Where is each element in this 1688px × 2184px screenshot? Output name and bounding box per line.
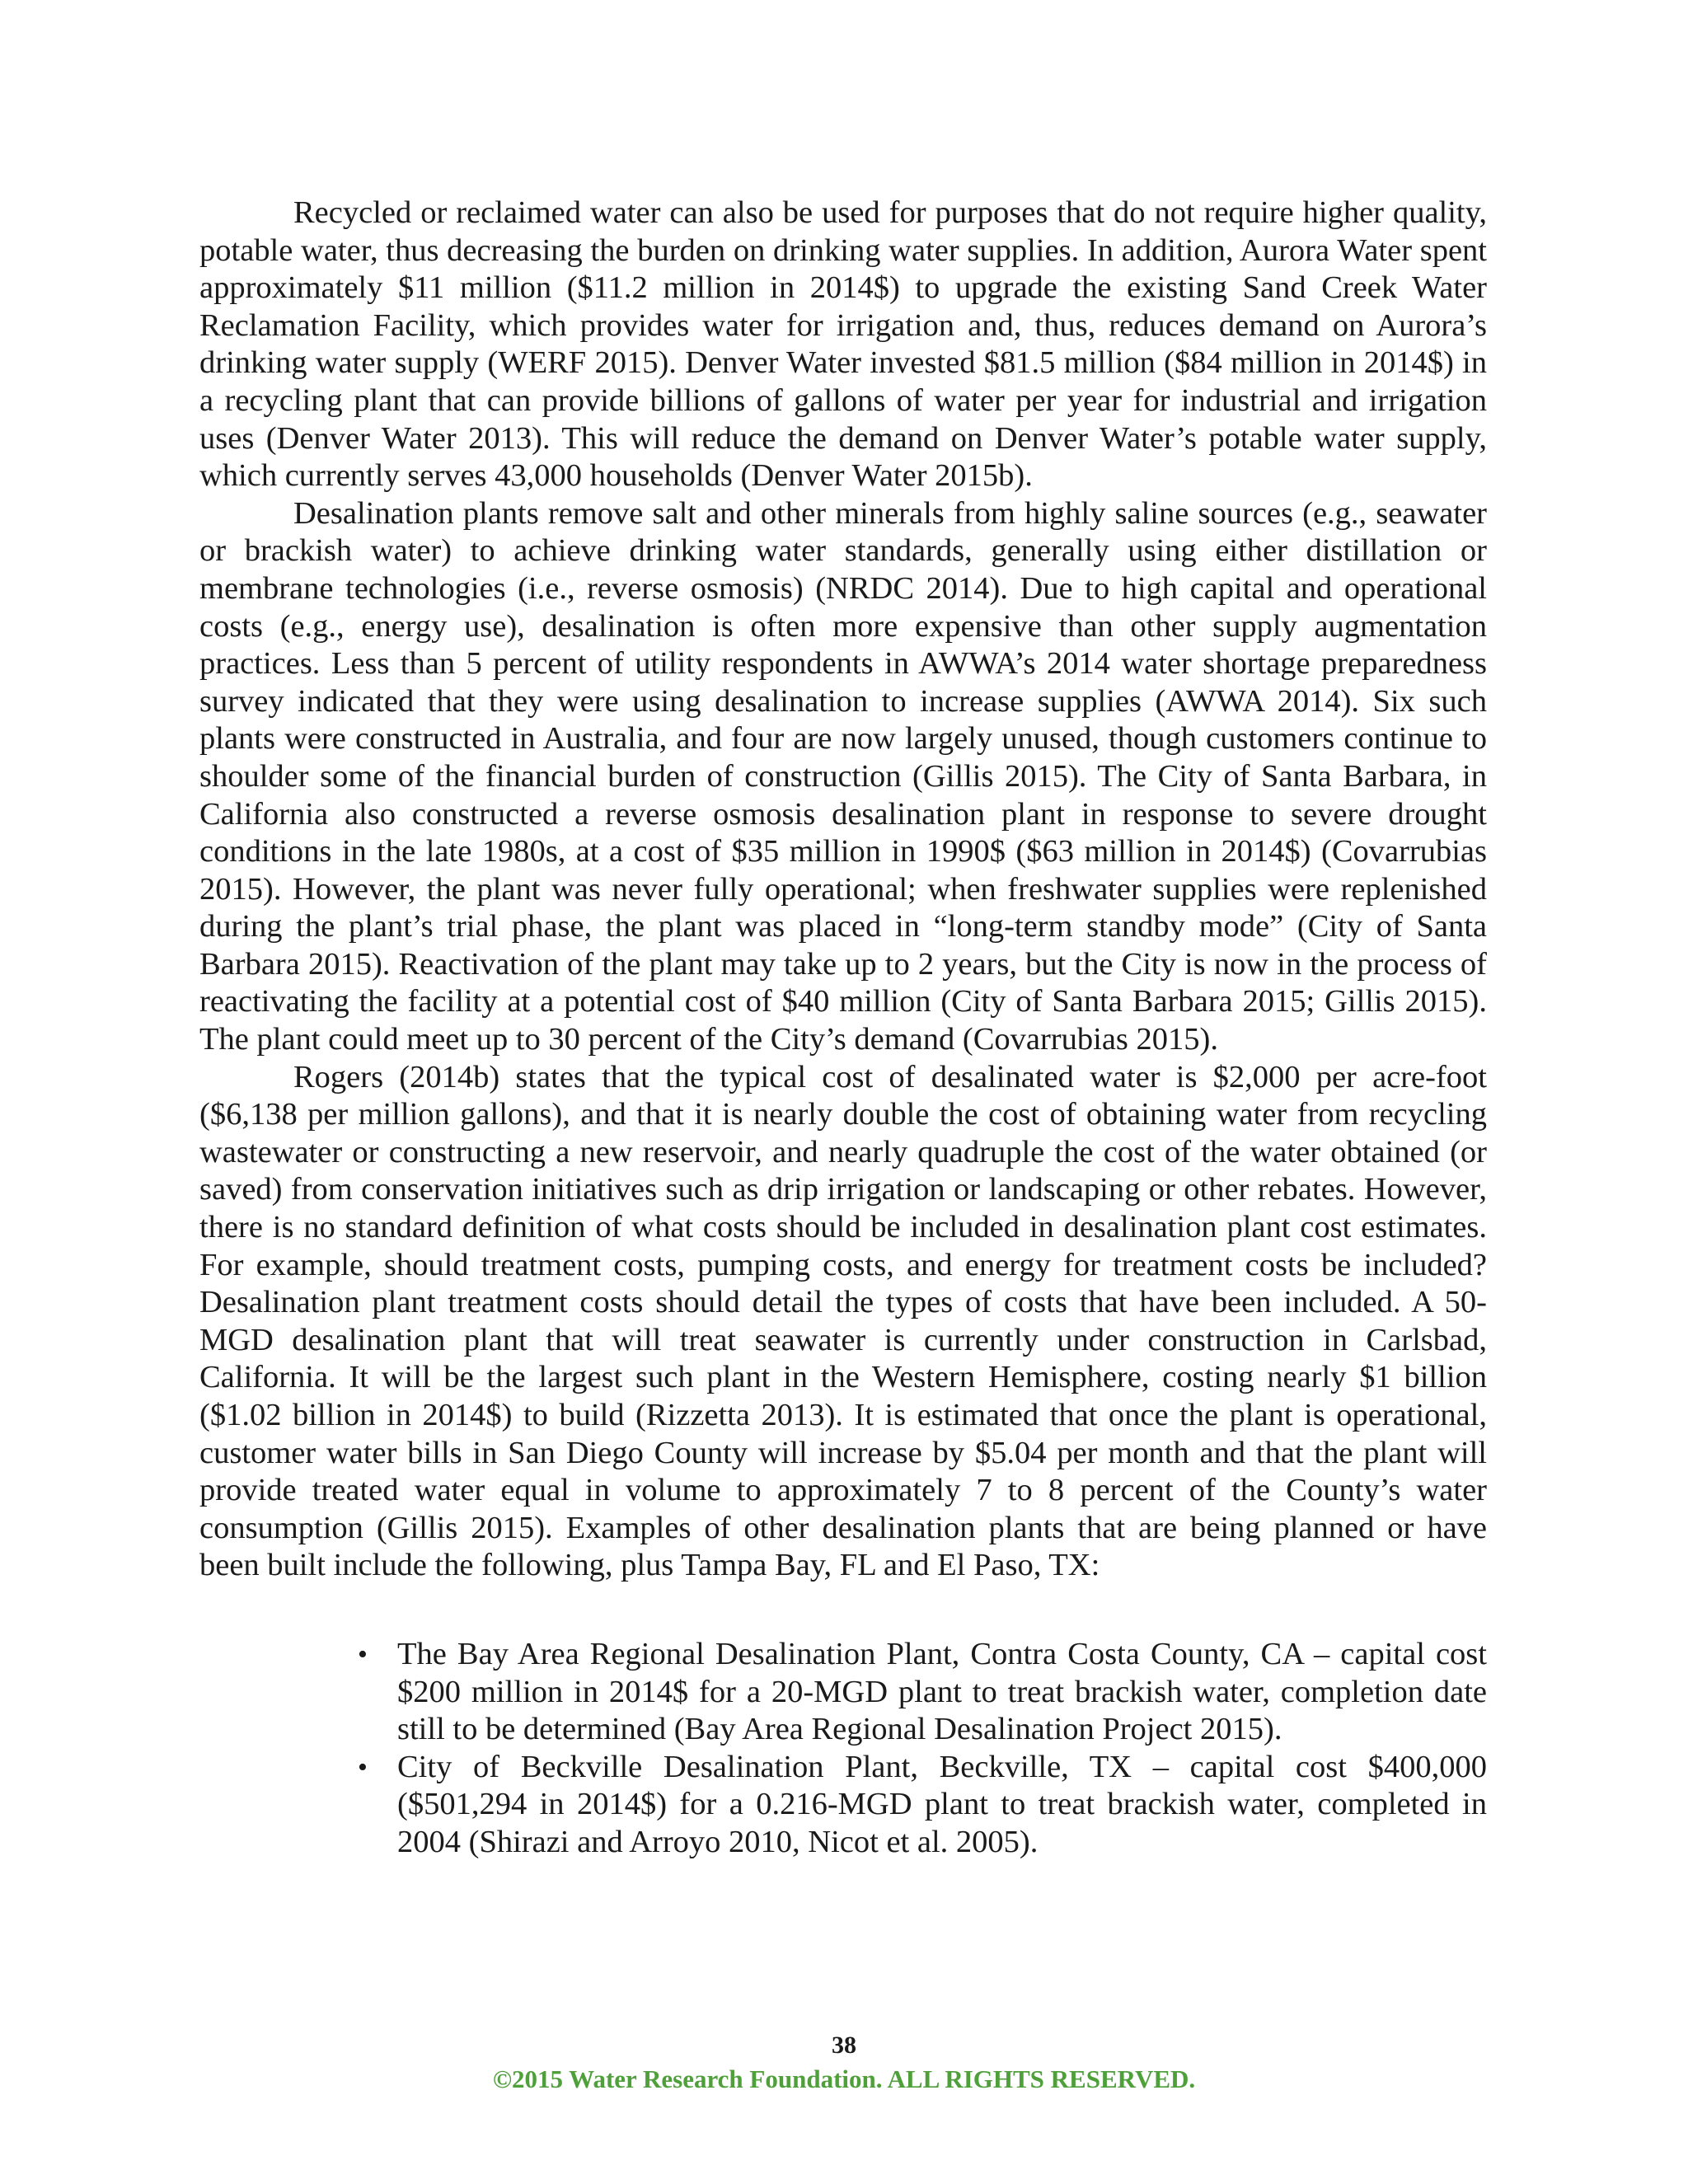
paragraph-desalination-costs: Rogers (2014b) states that the typical cost of desalinated water is $2,000 per acre-foot ($6,138 per million gallons), and that it is nearly double the cost of obtaining water from recycling wastewater or constructing a new reservoir, and nearly quadruple the cost of the water obtained (or saved) from conservation initiatives such as drip irrigation or landscaping or other rebates. However, there is no standard definition of what costs should be included in desalination plant cost estimates. For example, should treatment costs, pumping costs, and energy for treatment costs be included? Desalination plant treatment costs should detail the types of costs that have been included. A 50-MGD desalination plant that will treat seawater is currently under construction in Carlsbad, California. It will be the largest such plant in the Western Hemisphere, costing nearly $1 billion ($1.02 billion in 2014$) to build (Rizzetta 2013). It is estimated that once the plant is operational, customer water bills in San Diego County will increase by $5.04 per month and that the plant will provide treated water equal in volume to approximately 7 to 8 percent of the County’s water consumption (Gillis 2015). Examples of other desalination plants that are being planned or have been built include the following, plus Tampa Bay, FL and El Paso, TX: <box>199 1059 1487 1583</box>
list-item <box>358 1636 1487 1749</box>
paragraph-recycled-water: Recycled or reclaimed water can also be used for purposes that do not require higher quality, potable water, thus decreasing the burden on drinking water supplies. In addition, Aurora Water spent approximately $11 million ($11.2 million in 2014$) to upgrade the existing Sand Creek Water Reclamation Facility, which provides water for irrigation and, thus, reduces demand on Aurora’s drinking water supply (WERF 2015). Denver Water invested $81.5 million ($84 million in 2014$) in a recycling plant that can provide billions of gallons of water per year for industrial and irrigation uses (Denver Water 2013). This will reduce the demand on Denver Water’s potable water supply, which currently serves 43,000 households (Denver Water 2015b). <box>199 195 1487 494</box>
page-number: 38 <box>832 2032 856 2059</box>
document-body <box>199 194 1487 1862</box>
paragraph-desalination-plants: Desalination plants remove salt and other minerals from highly saline sources (e.g., seawater or brackish water) to achieve drinking water standards, generally using either distillation or membrane technologies (i.e., reverse osmosis) (NRDC 2014). Due to high capital and operational costs (e.g., energy use), desalination is often more expensive than other supply augmentation practices. Less than 5 percent of utility respondents in AWWA’s 2014 water shortage preparedness survey indicated that they were using desalination to increase supplies (AWWA 2014). Six such plants were constructed in Australia, and four are now largely unused, though customers continue to shoulder some of the financial burden of construction (Gillis 2015). The City of Santa Barbara, in California also constructed a reverse osmosis desalination plant in response to severe drought conditions in the late 1980s, at a cost of $35 million in 1990$ ($63 million in 2014$) (Covarrubias 2015). However, the plant was never fully operational; when freshwater supplies were replenished during the plant’s trial phase, the plant was placed in “long-term standby mode” (City of Santa Barbara 2015). Reactivation of the plant may take up to 2 years, but the City is now in the process of reactivating the facility at a potential cost of $40 million (City of Santa Barbara 2015; Gillis 2015). The plant could meet up to 30 percent of the City’s demand (Covarrubias 2015). <box>199 495 1487 1057</box>
bullet-icon: • <box>358 1638 368 1670</box>
list-item <box>358 1749 1487 1862</box>
bullet-icon: • <box>358 1751 368 1783</box>
list-item-text: City of Beckville Desalination Plant, Beckville, TX – capital cost $400,000 ($501,294 in 2014$) for a 0.216-MGD plant to treat brackish water, completed in 2004 (Shirazi and Arroyo 2010, Nicot et al. 2005). <box>397 1749 1487 1859</box>
list-item-text: The Bay Area Regional Desalination Plant, Contra Costa County, CA – capital cost $200 million in 2014$ for a 20-MGD plant to treat brackish water, completion date still to be determined (Bay Area Regional Desalination Project 2015). <box>397 1636 1487 1747</box>
copyright-notice: ©2015 Water Research Foundation. ALL RIGHTS RESERVED. <box>492 2064 1196 2093</box>
desalination-plant-list <box>199 1636 1487 1862</box>
